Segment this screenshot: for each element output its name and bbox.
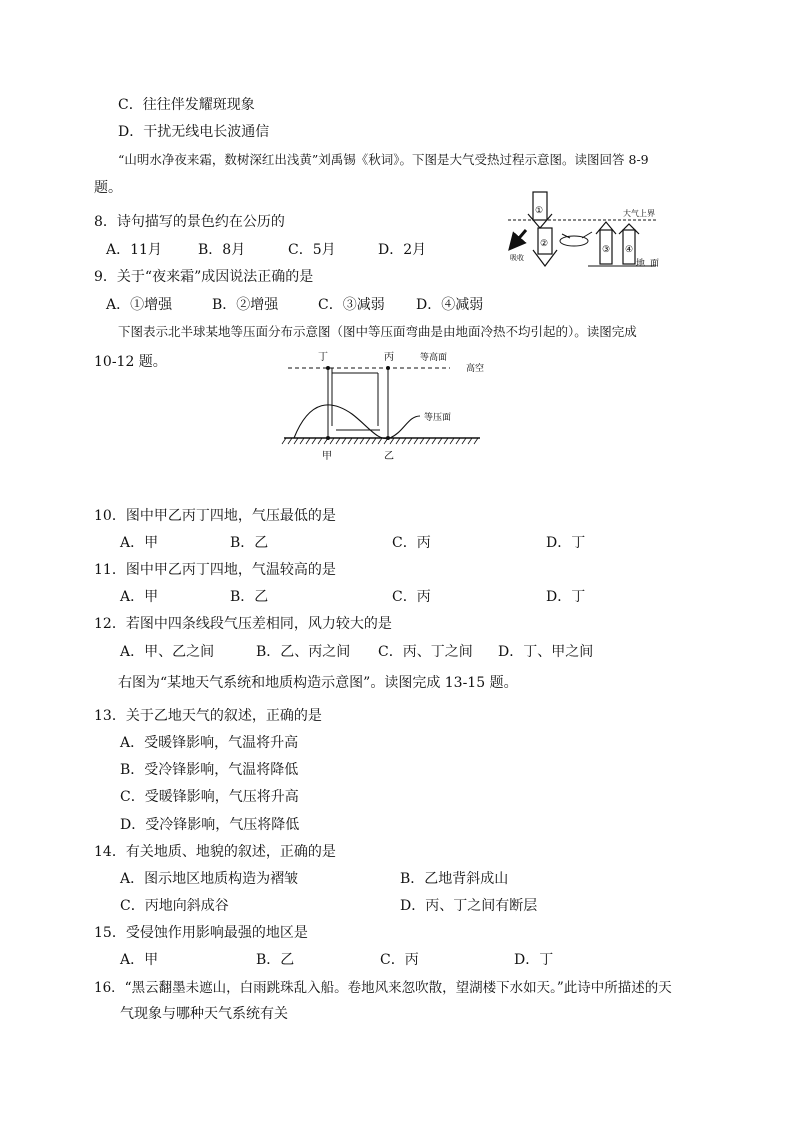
label-yi: 乙 [384,451,394,462]
q11-option-b: B．乙 [230,589,269,605]
question-13-stem: 13．关于乙地天气的叙述，正确的是 [94,708,322,724]
atmosphere-heating-diagram [506,186,666,272]
label-absorb: 吸收 [510,254,524,262]
label-bing: 丙 [384,352,394,363]
q9-option-c: C．③减弱 [318,297,385,313]
arrow-3-head [596,222,616,234]
label-isobaric: 等压面 [424,413,452,423]
absorb-arrow [514,230,526,244]
q10-option-a: A．甲 [120,535,159,551]
arrow-2-head [533,250,557,266]
q14-option-a: A．图示地区地质构造为褶皱 [120,871,299,887]
q8-option-d: D．2月 [378,242,427,258]
q9-option-a: A．①增强 [106,297,173,313]
label-ground-1: 地 [636,259,646,269]
q12-option-b: B．乙、丙之间 [256,644,351,660]
intro-10-12-line-1: 下图表示北半球某地等压面分布示意图（图中等压面弯曲是由地面冷热不均引起的）。读图完成 [118,324,637,339]
question-11-stem: 11．图中甲乙丙丁四地，气温较高的是 [94,562,336,578]
q10-option-c: C．丙 [392,535,431,551]
question-12-stem: 12．若图中四条线段气压差相同，风力较大的是 [94,616,392,632]
question-8-stem: 8．诗句描写的景色约在公历的 [94,214,285,230]
ground-hatching [282,438,478,444]
q15-option-d: D．丁 [514,952,554,968]
label-arrow-3: ③ [602,245,611,255]
point-yi [386,436,390,440]
q15-option-c: C．丙 [380,952,419,968]
question-14-stem: 14．有关地质、地貌的叙述，正确的是 [94,844,336,860]
q12-option-a: A．甲、乙之间 [120,644,215,660]
q8-option-a: A．11月 [106,242,162,258]
q13-option-d: D．受冷锋影响，气压将降低 [120,817,300,833]
q13-option-a: A．受暖锋影响，气温将升高 [120,735,299,751]
q14-option-d: D．丙、丁之间有断层 [400,898,538,914]
isobaric-surface-diagram [280,346,490,464]
question-15-stem: 15．受侵蚀作用影响最强的地区是 [94,925,308,941]
q10-option-b: B．乙 [230,535,269,551]
label-arrow-4: ④ [625,245,634,255]
q11-option-a: A．甲 [120,589,159,605]
label-jia: 甲 [322,451,332,462]
q14-option-c: C．丙地向斜成谷 [120,898,229,914]
arrow-4-head [619,224,639,234]
arrow-1-head [528,214,552,228]
q9-option-b: B．②增强 [212,297,279,313]
question-16-stem: 16．“黑云翻墨未遮山，白雨跳珠乱入船。卷地风来忽吹散，望湖楼下水如天。”此诗中所描述的天 [94,980,672,996]
label-arrow-1: ① [535,206,544,216]
q12-option-c: C．丙、丁之间 [378,644,473,660]
q14-option-b: B．乙地背斜成山 [400,871,509,887]
question-10-stem: 10．图中甲乙丙丁四地，气压最低的是 [94,508,336,524]
label-atmosphere-top: 大气上界 [623,209,655,218]
q15-option-b: B．乙 [256,952,295,968]
point-jia [326,436,330,440]
q10-option-d: D．丁 [546,535,586,551]
question-9-stem: 9．关于“夜来霜”成因说法正确的是 [94,269,314,285]
q13-option-b: B．受冷锋影响，气温将降低 [120,762,299,778]
q11-option-c: C．丙 [392,589,431,605]
intro-13-15: 右图为“某地天气系统和地质构造示意图”。读图完成 13-15 题。 [118,675,518,691]
q8-option-c: C．5月 [288,242,336,258]
q15-option-a: A．甲 [120,952,159,968]
option-c-prev: C．往往伴发耀斑现象 [118,97,255,113]
intro-10-12-line-2: 10-12 题。 [94,354,167,370]
label-equal-height: 等高面 [420,353,448,363]
q11-option-d: D．丁 [546,589,586,605]
label-ground-2: 面 [650,259,660,269]
label-arrow-2: ② [540,239,549,249]
question-16-continued: 气现象与哪种天气系统有关 [120,1006,288,1022]
q13-option-c: C．受暖锋影响，气压将升高 [120,789,299,805]
isobaric-curve [294,405,420,439]
label-upper-air: 高空 [466,364,485,374]
q8-option-b: B．8月 [198,242,246,258]
q12-option-d: D．丁、甲之间 [498,644,594,660]
option-d-prev: D．干扰无线电长波通信 [118,124,270,140]
poem-intro-line-1: “山明水净夜来霜，数树深红出浅黄”刘禹锡《秋词》。下图是大气受热过程示意图。读图回答 8-9 [118,152,649,167]
poem-intro-line-2: 题。 [94,180,122,196]
q9-option-d: D．④减弱 [416,297,484,313]
label-ding: 丁 [318,352,328,363]
